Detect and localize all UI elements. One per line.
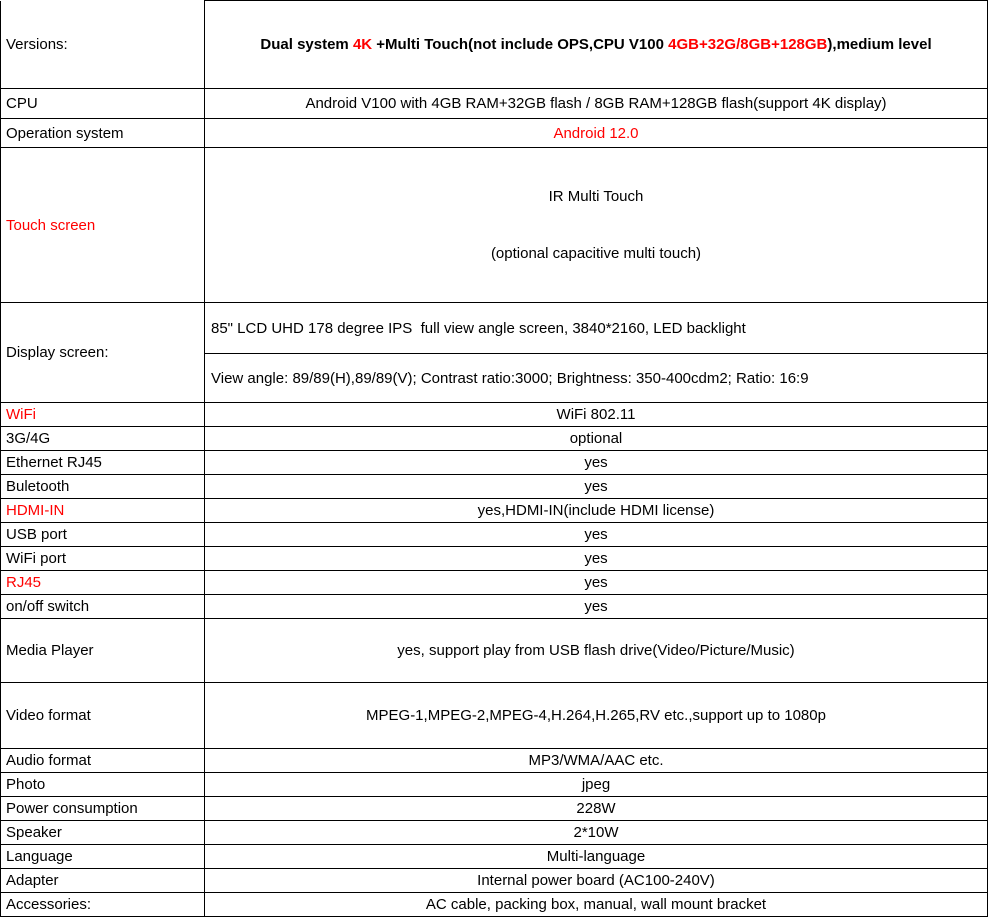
spec-label-hdmi-in: HDMI-IN [1,499,205,523]
spec-label-power-consumption: Power consumption [1,797,205,821]
spec-value-operation-system: Android 12.0 [205,119,988,148]
spec-value-versions [205,1,988,89]
spec-value-audio-format: MP3/WMA/AAC etc. [205,749,988,773]
table-row-bluetooth [1,475,988,499]
table-row-wifi [1,403,988,427]
table-row-operation-system [1,119,988,148]
spec-label-media-player: Media Player [1,619,205,683]
spec-label-rj45: RJ45 [1,571,205,595]
table-row-touch-screen [1,148,988,303]
spec-label-ethernet-rj45: Ethernet RJ45 [1,451,205,475]
spec-label-onoff-switch: on/off switch [1,595,205,619]
spec-label-3g-4g: 3G/4G [1,427,205,451]
spec-label-usb-port: USB port [1,523,205,547]
spec-value-accessories: AC cable, packing box, manual, wall mount bracket [205,893,988,917]
versions-text-red-memory: 4GB+32G/8GB+128GB [668,36,828,53]
touch-screen-line2: (optional capacitive multi touch) [490,245,702,262]
spec-value-media-player: yes, support play from USB flash drive(Video/Picture/Music) [205,619,988,683]
spec-value-3g-4g: optional [205,427,988,451]
spec-value-onoff-switch: yes [205,595,988,619]
spec-label-language: Language [1,845,205,869]
spec-value-display-panel: 85" LCD UHD 178 degree IPS full view angle screen, 3840*2160, LED backlight [205,303,988,354]
table-row-video-format [1,683,988,749]
versions-text-prefix: Dual system [260,36,353,53]
spec-value-language: Multi-language [205,845,988,869]
table-row-photo [1,773,988,797]
table-row-cpu [1,89,988,119]
spec-label-touch-screen: Touch screen [1,148,205,303]
spec-label-versions: Versions: [1,1,205,89]
spec-label-accessories: Accessories: [1,893,205,917]
touch-screen-line1: IR Multi Touch [548,188,644,205]
spec-value-rj45: yes [205,571,988,595]
table-row-ethernet-rj45 [1,451,988,475]
table-row-media-player [1,619,988,683]
table-row-audio-format [1,749,988,773]
spec-value-cpu: Android V100 with 4GB RAM+32GB flash / 8GB RAM+128GB flash(support 4K display) [205,89,988,119]
spec-value-display-angle: View angle: 89/89(H),89/89(V); Contrast ratio:3000; Brightness: 350-400cdm2; Ratio: 16:9 [205,354,988,403]
versions-text-suffix: ),medium level [827,36,932,53]
table-row-speaker [1,821,988,845]
versions-text-mid: +Multi Touch(not include OPS,CPU V100 [372,36,669,53]
spec-label-cpu: CPU [1,89,205,119]
table-row-rj45 [1,571,988,595]
spec-label-wifi: WiFi [1,403,205,427]
table-row-3g-4g [1,427,988,451]
spec-value-usb-port: yes [205,523,988,547]
spec-label-speaker: Speaker [1,821,205,845]
spec-value-power-consumption: 228W [205,797,988,821]
table-row-power-consumption [1,797,988,821]
spec-value-video-format: MPEG-1,MPEG-2,MPEG-4,H.264,H.265,RV etc.,support up to 1080p [205,683,988,749]
spec-label-adapter: Adapter [1,869,205,893]
spec-value-wifi-port: yes [205,547,988,571]
spec-label-photo: Photo [1,773,205,797]
spec-value-speaker: 2*10W [205,821,988,845]
spec-label-audio-format: Audio format [1,749,205,773]
table-row-onoff-switch [1,595,988,619]
spec-value-hdmi-in: yes,HDMI-IN(include HDMI license) [205,499,988,523]
table-row-language [1,845,988,869]
spec-value-adapter: Internal power board (AC100-240V) [205,869,988,893]
table-row-hdmi-in [1,499,988,523]
table-row-adapter [1,869,988,893]
spec-label-video-format: Video format [1,683,205,749]
spec-label-bluetooth: Buletooth [1,475,205,499]
table-row-accessories [1,893,988,917]
versions-text-red-4k: 4K [352,36,373,53]
table-row-wifi-port [1,547,988,571]
table-row-display-screen [1,303,988,354]
spec-value-bluetooth: yes [205,475,988,499]
spec-value-touch-screen [205,148,988,303]
spec-label-operation-system: Operation system [1,119,205,148]
spec-label-display-screen: Display screen: [1,303,205,403]
spec-value-photo: jpeg [205,773,988,797]
table-row-versions [1,1,988,89]
spec-label-wifi-port: WiFi port [1,547,205,571]
table-row-usb-port [1,523,988,547]
spec-value-wifi: WiFi 802.11 [205,403,988,427]
spec-value-ethernet-rj45: yes [205,451,988,475]
